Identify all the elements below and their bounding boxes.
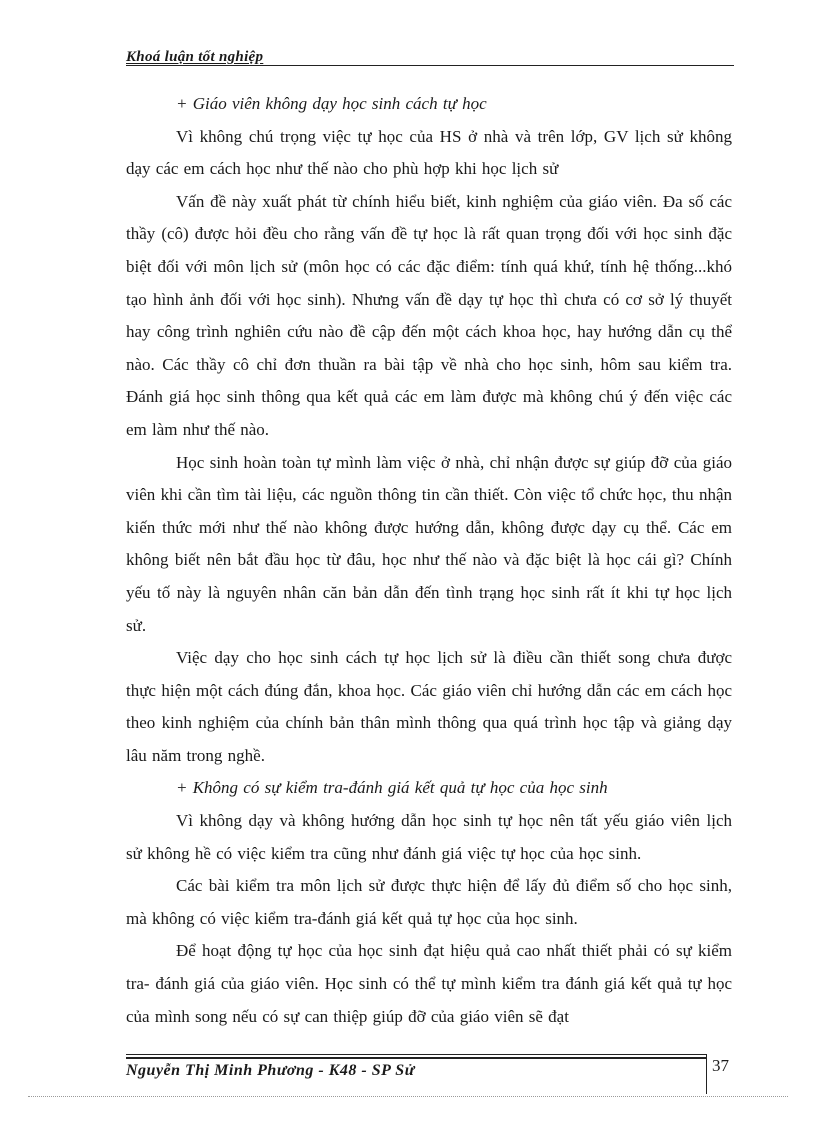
footer-rule-thick bbox=[126, 1057, 706, 1059]
subheading-no-assessment: + Không có sự kiểm tra-đánh giá kết quả tự học của học sinh bbox=[176, 778, 608, 798]
paragraph: Vì không dạy và không hướng dẫn học sinh tự học nên tất yếu giáo viên lịch sử không hề có việc kiểm tra cũng như đánh giá việc tự học của học sinh. bbox=[126, 811, 732, 863]
paragraph: Các bài kiểm tra môn lịch sử được thực hiện để lấy đủ điểm số cho học sinh, mà không có việc kiểm tra-đánh giá kết quả tự học của học sinh. bbox=[126, 876, 732, 928]
page-bottom-border bbox=[28, 1096, 788, 1097]
header-title: Khoá luận tốt nghiệp bbox=[126, 49, 264, 65]
header-rule bbox=[126, 65, 734, 66]
footer-author: Nguyễn Thị Minh Phương - K48 - SP Sử bbox=[126, 1062, 415, 1079]
paragraph: Để hoạt động tự học của học sinh đạt hiệu quả cao nhất thiết phải có sự kiểm tra- đánh giá của giáo viên. Học sinh có thể tự mình kiểm tra đánh giá kết quả tự học của mình song nếu có sự can thiệp giúp đỡ của giáo viên sẽ đạt bbox=[126, 941, 732, 1026]
footer-rule bbox=[126, 1054, 706, 1055]
body-text bbox=[126, 88, 732, 1033]
footer-divider bbox=[706, 1054, 707, 1094]
page-number: 37 bbox=[712, 1056, 729, 1075]
paragraph: Việc dạy cho học sinh cách tự học lịch sử là điều cần thiết song chưa được thực hiện một cách đúng đắn, khoa học. Các giáo viên chỉ hướng dẫn các em cách học theo kinh nghiệm của chính bản thân mình thông qua quá trình học tập và giảng dạy lâu năm trong nghề. bbox=[126, 648, 732, 765]
page-header bbox=[126, 48, 734, 70]
subheading-teacher-not-teaching: + Giáo viên không dạy học sinh cách tự học bbox=[176, 94, 487, 113]
page-footer bbox=[126, 1048, 734, 1088]
paragraph: Học sinh hoàn toàn tự mình làm việc ở nhà, chỉ nhận được sự giúp đỡ của giáo viên khi cần tìm tài liệu, các nguồn thông tin cần thiết. Còn việc tổ chức học, thu nhận kiến thức mới như thế nào không được hướng dẫn, không được dạy cụ thể. Các em không biết nên bắt đầu học từ đâu, học như thế nào và đặc biệt là học cái gì? Chính yếu tố này là nguyên nhân căn bản dẫn đến tình trạng học sinh rất ít khi tự học lịch sử. bbox=[126, 452, 732, 635]
paragraph: Vì không chú trọng việc tự học của HS ở nhà và trên lớp, GV lịch sử không dạy các em cách học như thế nào cho phù hợp khi học lịch sử bbox=[126, 126, 732, 179]
paragraph: Vấn đề này xuất phát từ chính hiểu biết, kinh nghiệm của giáo viên. Đa số các thầy (cô) được hỏi đều cho rằng vấn đề tự học là rất quan trọng đối với học sinh đặc biệt đối với môn lịch sử (môn học có các đặc điểm: tính quá khứ, tính hệ thống...khó tạo hình ảnh đối với học sinh). Nhưng vấn đề dạy tự học thì chưa có cơ sở lý thuyết hay công trình nghiên cứu nào đề cập đến một cách khoa học, hay hướng dẫn cụ thể nào. Các thầy cô chỉ đơn thuần ra bài tập về nhà cho học sinh, hôm sau kiểm tra. Đánh giá học sinh thông qua kết quả các em làm được mà không chú ý đến việc các em làm như thế nào. bbox=[126, 191, 732, 439]
